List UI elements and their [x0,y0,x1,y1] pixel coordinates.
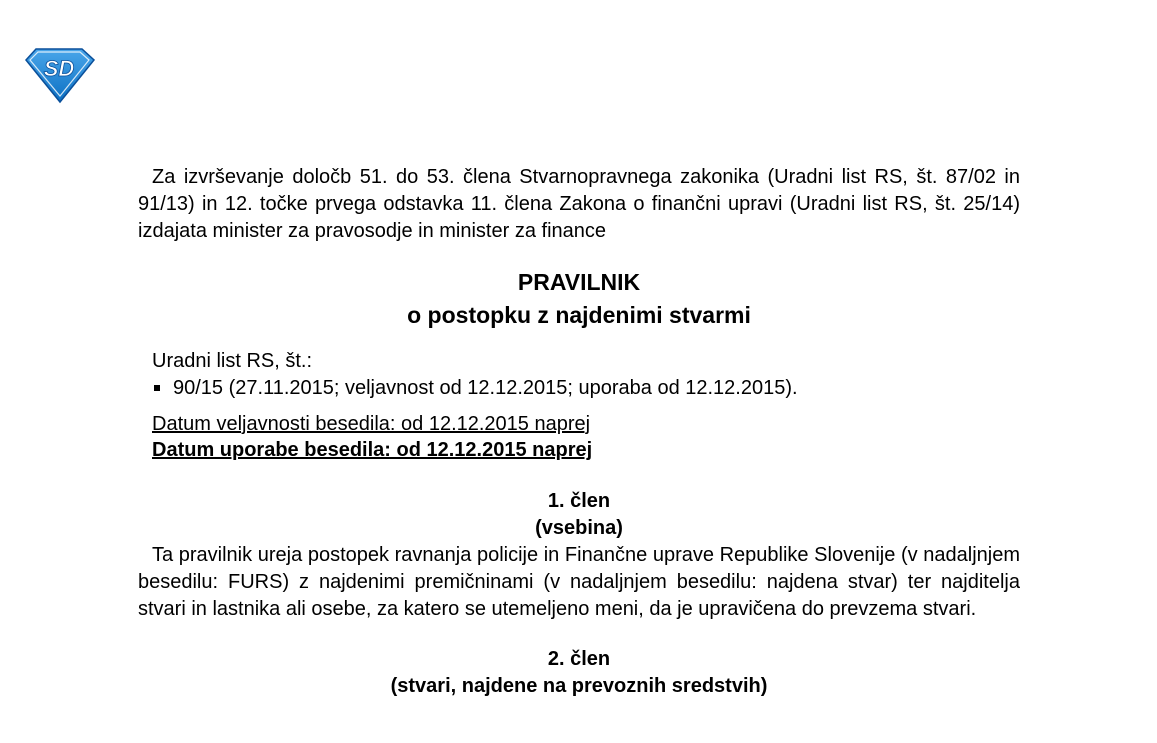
article-2-number: 2. člen [547,648,611,670]
document-title [138,266,1020,332]
article-2-heading: (stvari, najdene na prevoznih sredstvih) [390,675,768,697]
article-1-number: 1. člen [547,490,611,512]
publisher-logo-icon [22,46,96,104]
publisher-logo-letters: SD [43,56,75,81]
bullet-icon [154,385,160,391]
title-line-1: PRAVILNIK [517,269,641,295]
gazette-block [152,348,1020,402]
title-line-2: o postopku z najdenimi stvarmi [407,302,751,328]
validity-date: Datum veljavnosti besedila: od 12.12.2015 naprej [152,413,591,435]
document-body [138,164,1020,700]
article-1-heading: (vsebina) [535,517,623,539]
application-date: Datum uporabe besedila: od 12.12.2015 naprej [152,439,593,461]
article-1-text: Ta pravilnik ureja postopek ravnanja policije in Finančne uprave Republike Slovenije (v nadaljnjem besedilu: FURS) z najdenimi premičninami (v nadaljnjem besedilu: najdena stvar) ter najditelja stvari in lastnika ali osebe, za katero se utemeljeno meni, da je upravičena do prevzema stvari. [138,544,1020,620]
gazette-list [152,375,1020,402]
article-2-header [138,646,1020,700]
gazette-label: Uradni list RS, št.: [152,350,313,372]
gazette-entry [152,375,1020,402]
article-1-header [138,488,1020,542]
publisher-logo [22,46,96,104]
gazette-entry-text: 90/15 (27.11.2015; veljavnost od 12.12.2015; uporaba od 12.12.2015). [173,377,798,399]
intro-paragraph: Za izvrševanje določb 51. do 53. člena Stvarnopravnega zakonika (Uradni list RS, št. 87/02 in 91/13) in 12. točke prvega odstavka 11. člena Zakona o finančni upravi (Uradni list RS, št. 25/14) izdajata minister za pravosodje in minister za finance [138,166,1020,242]
dates-block [152,411,1020,463]
